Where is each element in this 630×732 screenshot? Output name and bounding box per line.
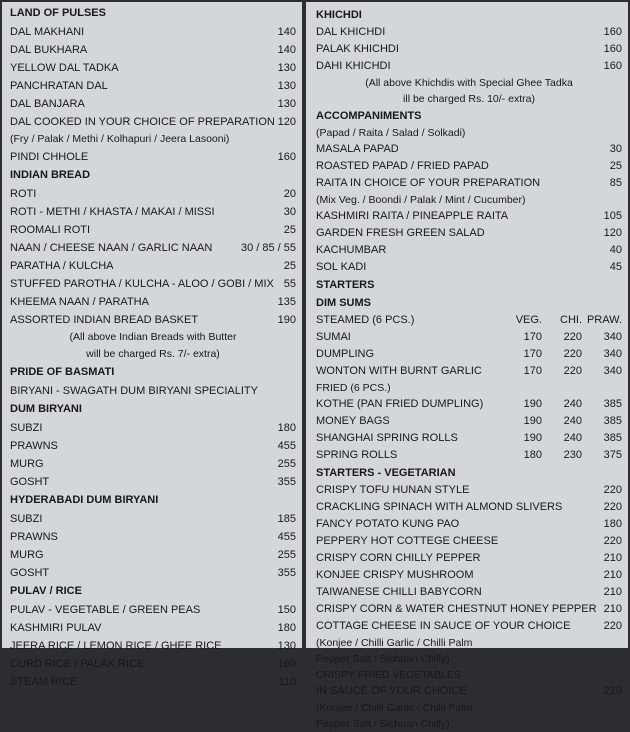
menu-item-name: MASALA PAPAD [316,143,399,155]
menu-item [316,41,622,58]
menu-item-price: 160 [603,60,622,72]
menu-item-price: 25 [609,160,622,172]
menu-item [10,113,296,131]
menu-item [10,41,296,59]
dimsum-row [316,396,622,413]
menu-item-name: PANCHRATAN DAL [10,80,108,92]
menu-item [10,148,296,166]
menu-item-name: DAL BANJARA [10,98,85,110]
section-heading: PULAV / RICE [10,585,82,597]
menu-item [316,208,622,225]
menu-item [10,275,296,293]
menu-item-price: 55 [283,278,296,290]
menu-item [10,221,296,239]
menu-list-right [316,6,622,732]
dimsum-row [316,447,622,464]
dimsum-name: WONTON WITH BURNT GARLIC [316,365,482,377]
menu-item [316,618,622,635]
menu-note: (Papad / Raita / Salad / Solkadi) [316,127,466,139]
menu-item-name: KONJEE CRISPY MUSHROOM [316,569,474,581]
menu-item-name: GOSHT [10,476,50,488]
section-heading: STARTERS [316,279,375,291]
menu-item-name: ROOMALI ROTI [10,224,91,236]
menu-item-name: STEAM RICE [10,676,78,688]
menu-item [10,185,296,203]
section-heading: KHICHDI [316,9,362,21]
menu-item [316,225,622,242]
veg-price: 190 [523,415,542,427]
menu-item-name: BIRYANI - SWAGATH DUM BIRYANI SPECIALITY [10,385,258,397]
menu-item-price: 120 [603,227,622,239]
menu-item-price: 160 [603,43,622,55]
veg-price: 190 [523,398,542,410]
dimsum-row [316,363,622,380]
dimsum-name: SPRING ROLLS [316,449,398,461]
menu-item-name: KACHUMBAR [316,244,387,256]
prawn-price: 385 [603,432,622,444]
dimsum-name: SHANGHAI SPRING ROLLS [316,432,458,444]
menu-item [10,546,296,564]
menu-item-price: 210 [603,586,622,598]
menu-item-price: 120 [277,116,296,128]
menu-item-name: CRISPY TOFU HUNAN STYLE [316,484,470,496]
menu-item-name: CRISPY CORN CHILLY PEPPER [316,552,481,564]
section-heading: ACCOMPANIMENTS [316,110,422,122]
prawn-price: PRAW. [586,314,622,326]
menu-item-price: 45 [609,261,622,273]
menu-item-name: GOSHT [10,567,50,579]
menu-note: ill be charged Rs. 10/- extra) [403,93,535,105]
veg-price: 190 [523,432,542,444]
menu-item-price: 130 [277,62,296,74]
chicken-price: 240 [563,432,582,444]
menu-item-name: ROASTED PAPAD / FRIED PAPAD [316,160,489,172]
menu-item [10,95,296,113]
menu-item [10,419,296,437]
menu-item-name: TAIWANESE CHILLI BABYCORN [316,586,482,598]
menu-item-name: PALAK KHICHDI [316,43,399,55]
menu-note: (All above Indian Breads with Butter [69,331,237,343]
prawn-price: 340 [603,331,622,343]
menu-item-price: 210 [603,569,622,581]
menu-item [10,293,296,311]
menu-note: (All above Khichdis with Special Ghee Tadka [365,77,573,89]
menu-item-price: 220 [603,620,622,632]
menu-item [10,655,296,673]
menu-item-name: PEPPERY HOT COTTEGE CHEESE [316,535,499,547]
section-heading: DUM BIRYANI [10,403,82,415]
menu-item-price: 220 [603,535,622,547]
section-heading: INDIAN BREAD [10,169,91,181]
menu-item-price: 20 [283,188,296,200]
menu-note: (Fry / Palak / Methi / Kolhapuri / Jeera Lasooni) [10,133,230,145]
section-heading: LAND OF PULSES [10,7,106,19]
prawn-price: 385 [603,415,622,427]
menu-item-price: 130 [277,640,296,652]
dimsum-row [316,312,622,329]
menu-item [10,23,296,41]
menu-column-left [2,2,302,688]
menu-item-price: 160 [603,26,622,38]
dimsum-name: DUMPLING [316,348,375,360]
menu-note: Pepper Salt / Sichuan Chilly) [316,653,450,665]
menu-item-name: ROTI - METHI / KHASTA / MAKAI / MISSI [10,206,215,218]
menu-item-price: 455 [277,531,296,543]
dimsum-row [316,329,622,346]
dimsum-row [316,413,622,430]
menu-item-price: 220 [603,484,622,496]
prawn-price: 340 [603,348,622,360]
menu-item-price: 355 [277,476,296,488]
menu-item [316,683,622,700]
dimsum-name: STEAMED (6 PCS.) [316,314,415,326]
menu-item [10,637,296,655]
veg-price: VEG. [515,314,542,326]
menu-item-price: 220 [603,501,622,513]
menu-item [316,601,622,618]
menu-item-name: IN SAUCE OF YOUR CHOICE [316,685,467,697]
menu-item-price: 455 [277,440,296,452]
menu-item-name: STUFFED PAROTHA / KULCHA - ALOO / GOBI / MIX [10,278,274,290]
menu-item-price: 135 [277,296,296,308]
chicken-price: 220 [563,348,582,360]
menu-item-name: SUBZI [10,422,43,434]
menu-item-name: NAAN / CHEESE NAAN / GARLIC NAAN [10,242,213,254]
menu-item [10,257,296,275]
dimsum-row [316,430,622,447]
veg-price: 170 [523,348,542,360]
menu-note: CRISPY FRIED VEGETABLES [316,669,461,681]
menu-item [10,59,296,77]
prawn-price: 340 [603,365,622,377]
menu-item-price: 30 [283,206,296,218]
menu-item-name: GARDEN FRESH GREEN SALAD [316,227,485,239]
menu-item-name: DAHI KHICHDI [316,60,391,72]
chicken-price: 230 [563,449,582,461]
menu-column-right [306,2,628,730]
menu-item-name: ASSORTED INDIAN BREAD BASKET [10,314,199,326]
menu-item [316,175,622,192]
menu-item-name: COTTAGE CHEESE IN SAUCE OF YOUR CHOICE [316,620,571,632]
menu-item-price: 40 [609,244,622,256]
menu-item [10,619,296,637]
menu-item [316,242,622,259]
dimsum-name: KOTHE (PAN FRIED DUMPLING) [316,398,484,410]
menu-item [10,601,296,619]
menu-item [10,473,296,491]
menu-item-name: PRAWNS [10,531,58,543]
menu-item [10,564,296,582]
menu-item-name: PARATHA / KULCHA [10,260,114,272]
menu-item-name: PINDI CHHOLE [10,151,89,163]
menu-item-price: 255 [277,549,296,561]
menu-item-name: CRACKLING SPINACH WITH ALMOND SLIVERS [316,501,563,513]
menu-item-name: MURG [10,458,44,470]
menu-item [10,455,296,473]
menu-item [10,528,296,546]
veg-price: 170 [523,331,542,343]
menu-item-price: 30 [609,143,622,155]
menu-item-name: PRAWNS [10,440,58,452]
menu-item-price: 140 [277,26,296,38]
menu-item-price: 180 [603,518,622,530]
menu-item-price: 255 [277,458,296,470]
menu-item-name: SOL KADI [316,261,367,273]
dimsum-name: SUMAI [316,331,351,343]
menu-item [10,311,296,329]
menu-item-price: 150 [277,604,296,616]
menu-item-price: 185 [277,513,296,525]
menu-item [316,550,622,567]
menu-item [316,58,622,75]
menu-item-price: 130 [277,80,296,92]
menu-item-name: CURD RICE / PALAK RICE [10,658,145,670]
menu-item [316,567,622,584]
chicken-price: 220 [563,365,582,377]
chicken-price: 220 [563,331,582,343]
menu-item-name: DAL COOKED IN YOUR CHOICE OF PREPARATION [10,116,275,128]
menu-note: will be charged Rs. 7/- extra) [86,348,220,360]
menu-note: (Konjee / Chilli Garlic / Chilli Palm [316,702,473,714]
chicken-price: 240 [563,398,582,410]
menu-item [10,437,296,455]
menu-item-price: 180 [277,422,296,434]
menu-item [316,584,622,601]
menu-note: (Konjee / Chilli Garlic / Chilli Palm [316,637,473,649]
dimsum-row [316,346,622,363]
section-heading: PRIDE OF BASMATI [10,366,115,378]
menu-item-price: 210 [603,552,622,564]
menu-item-price: 140 [277,44,296,56]
chicken-price: CHI. [560,314,582,326]
menu-item-price: 180 [277,622,296,634]
veg-price: 170 [523,365,542,377]
menu-item-price: 130 [277,98,296,110]
menu-item [10,673,296,691]
menu-item-name: MURG [10,549,44,561]
menu-item-name: FANCY POTATO KUNG PAO [316,518,460,530]
menu-item-price: 160 [277,151,296,163]
menu-item [10,239,296,257]
dimsum-name: MONEY BAGS [316,415,390,427]
menu-note: FRIED (6 PCS.) [316,382,391,394]
menu-item-name: PULAV - VEGETABLE / GREEN PEAS [10,604,201,616]
menu-item-name: KASHMIRI RAITA / PINEAPPLE RAITA [316,210,509,222]
section-heading: STARTERS - VEGETARIAN [316,467,456,479]
menu-item [316,158,622,175]
menu-item-name: KHEEMA NAAN / PARATHA [10,296,149,308]
menu-item-price: 190 [277,314,296,326]
menu-list-left [10,4,296,691]
prawn-price: 375 [603,449,622,461]
menu-item-name: YELLOW DAL TADKA [10,62,119,74]
menu-item [10,510,296,528]
menu-item-name: KASHMIRI PULAV [10,622,102,634]
menu-item [316,24,622,41]
menu-item [10,382,296,400]
menu-item-price: 25 [283,260,296,272]
menu-item [316,259,622,276]
menu-item-name: RAITA IN CHOICE OF YOUR PREPARATION [316,177,541,189]
menu-item-price: 110 [278,676,296,688]
menu-item-name: SUBZI [10,513,43,525]
menu-item-price: 160 [277,658,296,670]
menu-item-name: DAL BUKHARA [10,44,88,56]
menu-item-price: 355 [277,567,296,579]
menu-item-price: 210 [603,603,622,615]
veg-price: 180 [523,449,542,461]
menu-item-price: 30 / 85 / 55 [240,242,296,254]
menu-item-price: 105 [603,210,622,222]
menu-item [316,482,622,499]
menu-item-name: DAL MAKHANI [10,26,85,38]
menu-item [316,516,622,533]
section-heading: DIM SUMS [316,297,371,309]
prawn-price: 385 [603,398,622,410]
menu-item [316,141,622,158]
menu-item [316,499,622,516]
menu-item-price: 85 [609,177,622,189]
menu-item [316,533,622,550]
menu-item-price: 210 [603,685,622,697]
menu-note: (Mix Veg. / Boondi / Palak / Mint / Cucumber) [316,194,526,206]
chicken-price: 240 [563,415,582,427]
menu-item-name: CRISPY CORN & WATER CHESTNUT HONEY PEPPER [316,603,597,615]
menu-note: Pepper Salt / Sichuan Chilly) [316,718,450,730]
menu-item-name: ROTI [10,188,37,200]
menu-item-name: JEERA RICE / LEMON RICE / GHEE RICE [10,640,222,652]
menu-item [10,77,296,95]
menu-item [10,203,296,221]
section-heading: HYDERABADI DUM BIRYANI [10,494,159,506]
menu-item-price: 25 [283,224,296,236]
menu-item-name: DAL KHICHDI [316,26,386,38]
